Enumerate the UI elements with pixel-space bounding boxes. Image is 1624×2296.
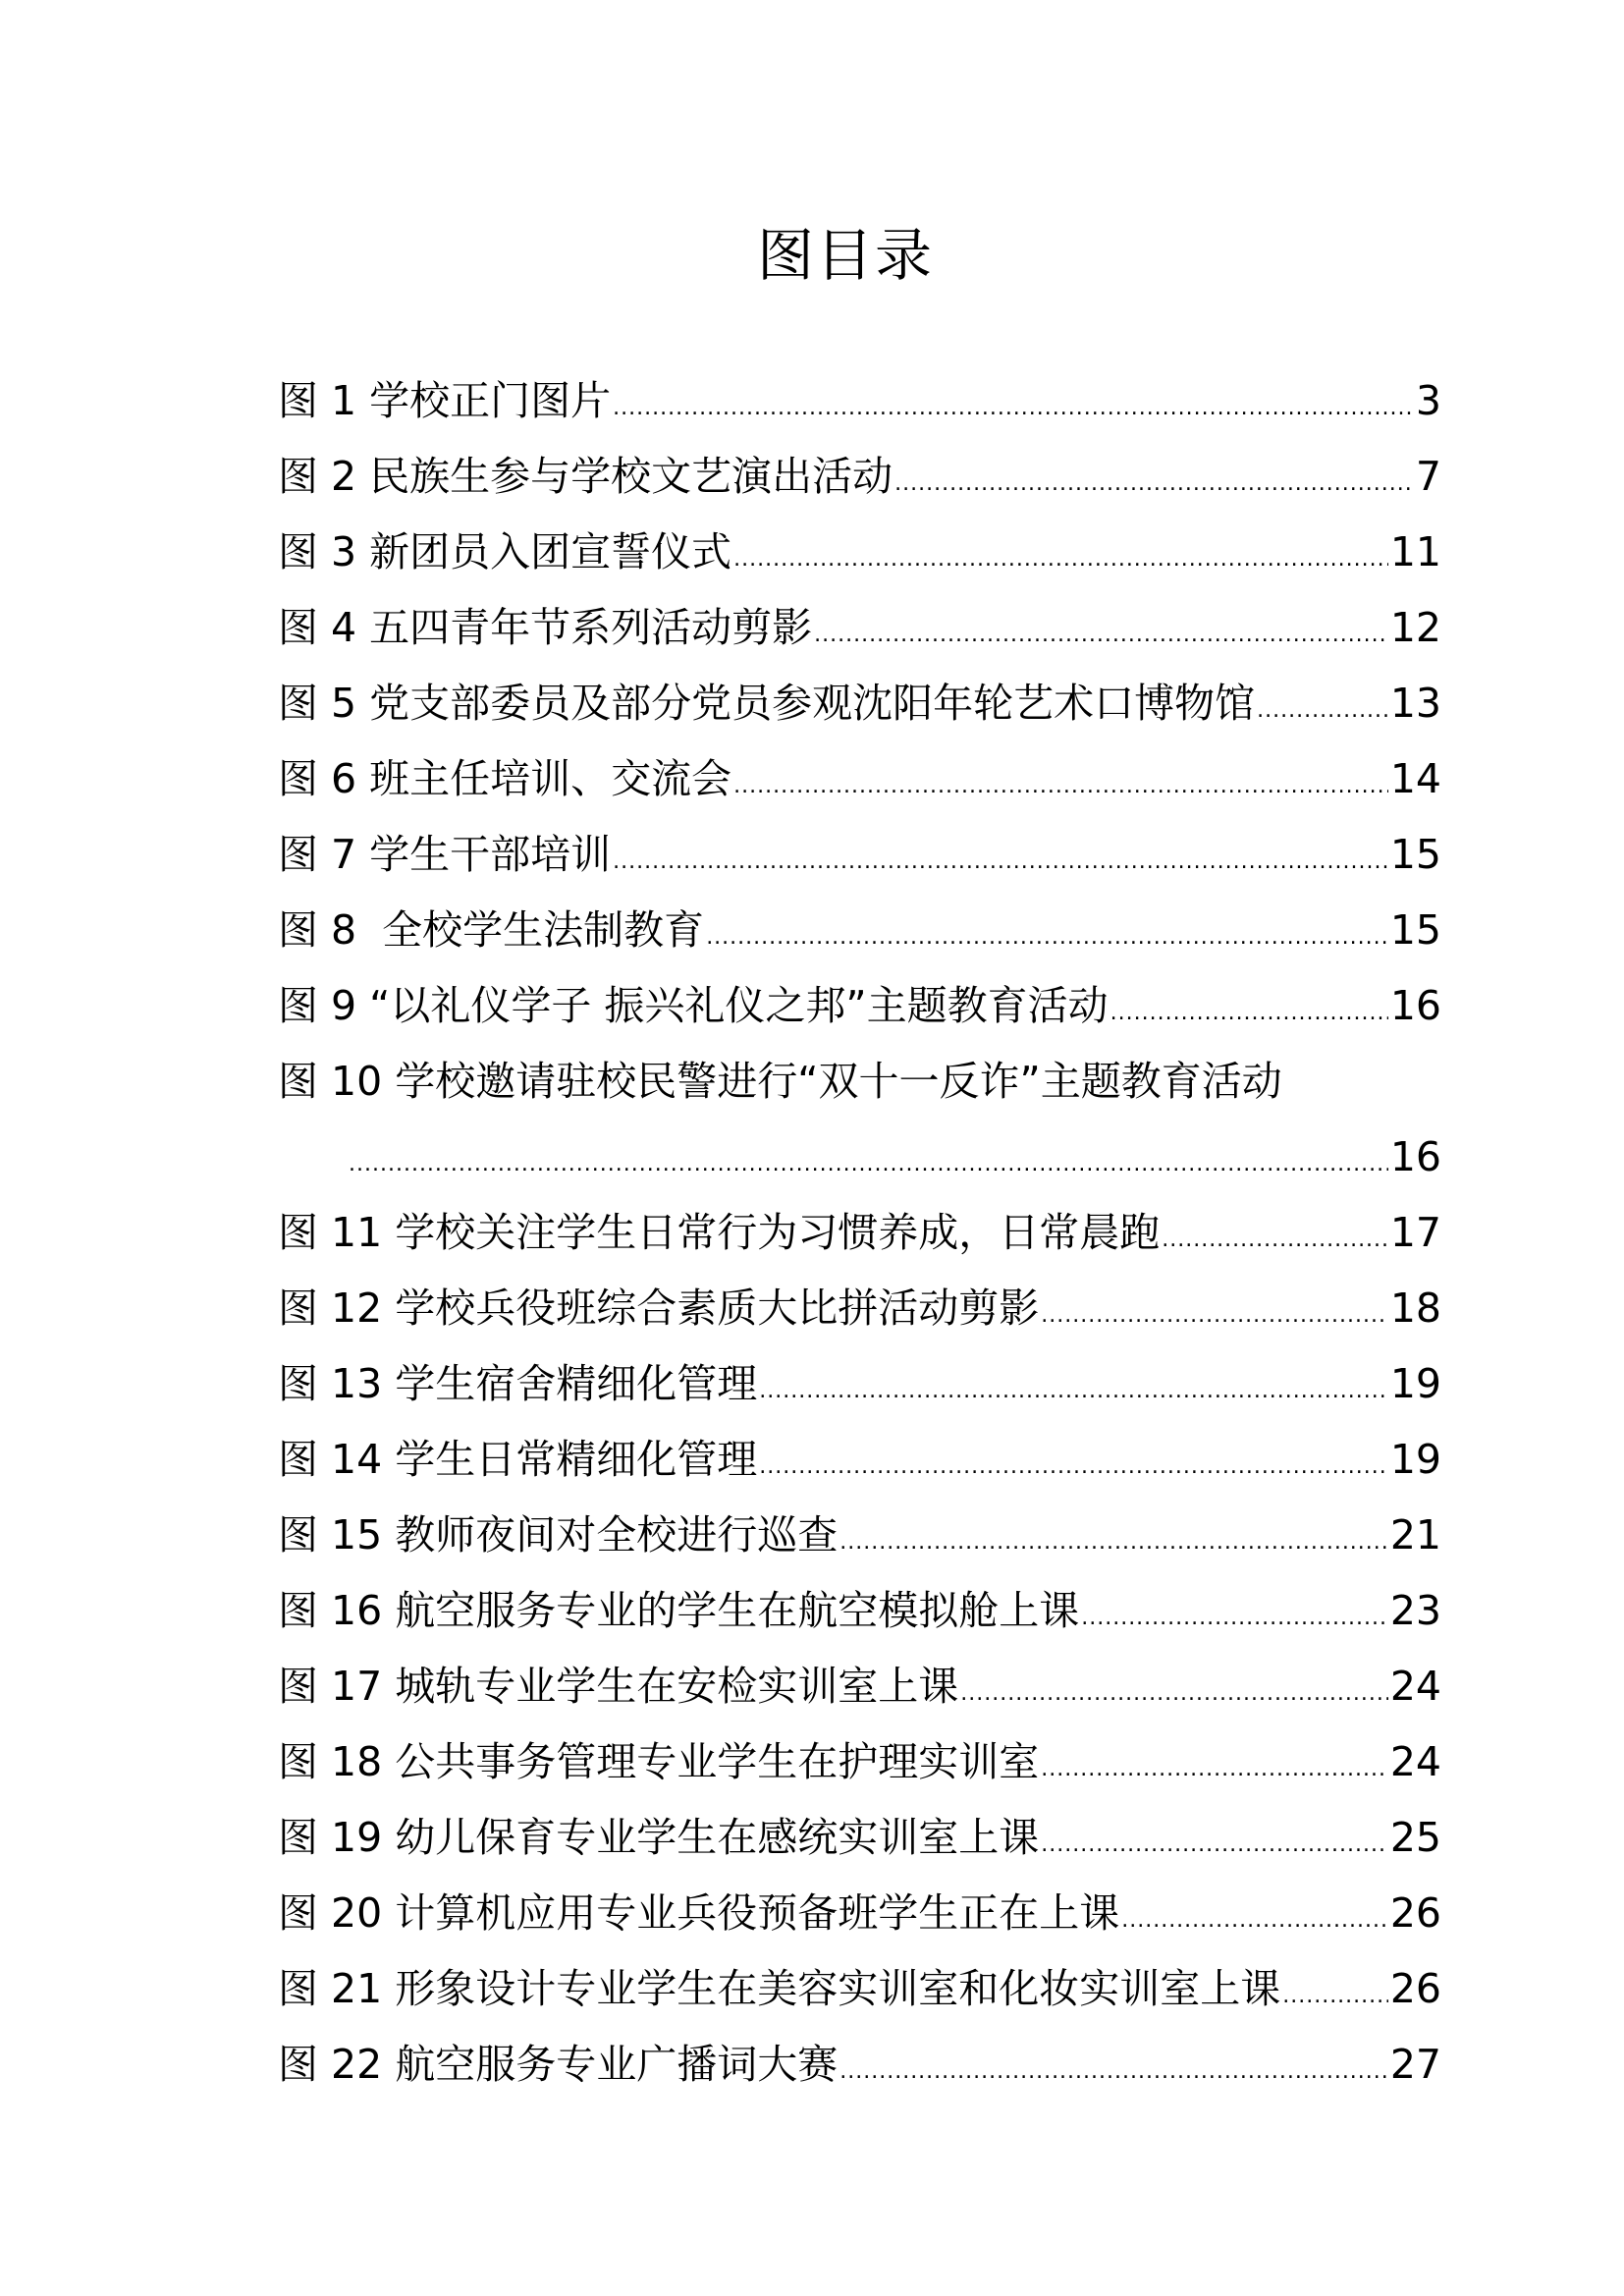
toc-entry-label: 图 21 形象设计专业学生在美容实训室和化妆实训室上课: [278, 1965, 1281, 2012]
toc-entry-label: 图 18 公共事务管理专业学生在护理实训室: [278, 1738, 1040, 1785]
toc-entry-page: 3: [1415, 377, 1441, 424]
toc-entry-label: 图 4 五四青年节系列活动剪影: [278, 604, 813, 651]
toc-entry[interactable]: [278, 741, 1441, 817]
toc-entry-label: 图 3 新团员入团宣誓仪式: [278, 528, 732, 575]
toc-entry[interactable]: [278, 1724, 1441, 1800]
toc-entry-label: 图 6 班主任培训、交流会: [278, 755, 732, 802]
toc-entry-page: 14: [1389, 755, 1441, 802]
toc-leader-dots: [839, 2034, 1388, 2109]
toc-leader-dots: [613, 370, 1414, 446]
toc-entry[interactable]: [278, 439, 1441, 515]
toc-leader-dots: [759, 1429, 1388, 1504]
toc-entry[interactable]: [278, 1422, 1441, 1498]
toc-entry-page: 15: [1389, 831, 1441, 878]
toc-entry[interactable]: [278, 817, 1441, 893]
toc-entry-label: 图 16 航空服务专业的学生在航空模拟舱上课: [278, 1587, 1080, 1634]
toc-entry[interactable]: [278, 1800, 1441, 1876]
toc-entry[interactable]: [278, 1876, 1441, 1951]
toc-entry[interactable]: [278, 590, 1441, 666]
toc-entry-label: 图 9 “以礼仪学子 振兴礼仪之邦”主题教育活动: [278, 982, 1109, 1029]
toc-entry-page: 16: [1389, 982, 1441, 1029]
toc-entry-page: 26: [1389, 1889, 1441, 1937]
toc-leader-dots: [1041, 1807, 1388, 1883]
toc-leader-dots: [1162, 1202, 1388, 1278]
toc-entry-page: 15: [1389, 906, 1441, 954]
toc-leader-dots: [706, 900, 1388, 975]
toc-entry-label: 图 15 教师夜间对全校进行巡查: [278, 1511, 839, 1558]
toc-leader-dots: [1110, 975, 1388, 1051]
page-title: 图目录: [756, 222, 934, 289]
toc-entry-page: 24: [1389, 1663, 1441, 1710]
toc-entry-label: 图 11 学校关注学生日常行为习惯养成，日常晨跑: [278, 1209, 1161, 1256]
toc-entry-label: 图 12 学校兵役班综合素质大比拼活动剪影: [278, 1285, 1040, 1332]
toc-entry[interactable]: [278, 1573, 1441, 1649]
toc-entry-label: 图 5 党支部委员及部分党员参观沈阳年轮艺术口博物馆: [278, 680, 1256, 727]
toc-leader-dots: [1257, 673, 1388, 748]
toc-entry-page: 12: [1389, 604, 1441, 651]
toc-entry-page: 23: [1389, 1587, 1441, 1634]
toc-entry[interactable]: [278, 2027, 1441, 2103]
toc-leader-dots: [894, 446, 1414, 521]
toc-entry[interactable]: [278, 1346, 1441, 1422]
toc-entry[interactable]: [278, 515, 1441, 590]
toc-entry[interactable]: [278, 1649, 1441, 1724]
toc-leader-dots: [1282, 1958, 1388, 2034]
toc-entry-page: 25: [1389, 1814, 1441, 1861]
toc-leader-dots: [839, 1504, 1388, 1580]
toc-entry-page: 24: [1389, 1738, 1441, 1785]
toc-entry-page: 26: [1389, 1965, 1441, 2012]
toc-entry-label: 图 8 全校学生法制教育: [278, 906, 705, 954]
toc-entry[interactable]: [278, 1271, 1441, 1346]
toc-entry[interactable]: [278, 363, 1441, 439]
toc-entry-page: 13: [1389, 680, 1441, 727]
toc-entry-continuation[interactable]: [278, 1120, 1441, 1195]
toc-entry-label: 图 10 学校邀请驻校民警进行“双十一反诈”主题教育活动: [278, 1058, 1282, 1105]
toc-entry-label: 图 2 民族生参与学校文艺演出活动: [278, 453, 893, 500]
toc-entry-label: 图 1 学校正门图片: [278, 377, 612, 424]
toc-entry-label: 图 14 学生日常精细化管理: [278, 1436, 758, 1483]
toc-entry[interactable]: [278, 1498, 1441, 1573]
toc-leader-dots: [733, 521, 1388, 597]
toc-entry-page: 19: [1389, 1436, 1441, 1483]
toc-entry-page: 7: [1415, 453, 1441, 500]
toc-entry-label: 图 22 航空服务专业广播词大赛: [278, 2041, 839, 2088]
toc-leader-dots: [960, 1656, 1388, 1731]
toc-entry-page: 16: [1389, 1133, 1441, 1180]
toc-leader-dots: [1121, 1883, 1388, 1958]
toc-entry[interactable]: [278, 1951, 1441, 2027]
toc-entry-page: 18: [1389, 1285, 1441, 1332]
toc-entry-label: 图 20 计算机应用专业兵役预备班学生正在上课: [278, 1889, 1120, 1937]
toc-entry-label: 图 13 学生宿舍精细化管理: [278, 1360, 758, 1407]
toc-leader-dots: [814, 597, 1388, 673]
figure-toc: [278, 363, 1441, 2103]
toc-entry-label: 图 17 城轨专业学生在安检实训室上课: [278, 1663, 959, 1710]
toc-entry[interactable]: [278, 666, 1441, 741]
toc-leader-dots: [759, 1353, 1388, 1429]
toc-entry-label: 图 19 幼儿保育专业学生在感统实训室上课: [278, 1814, 1040, 1861]
toc-entry-label: 图 7 学生干部培训: [278, 831, 612, 878]
toc-entry[interactable]: [278, 1195, 1441, 1271]
toc-leader-dots: [1041, 1278, 1388, 1353]
toc-entry-page: 21: [1389, 1511, 1441, 1558]
toc-entry[interactable]: [278, 1044, 1441, 1120]
toc-leader-dots: [733, 748, 1388, 824]
toc-entry[interactable]: [278, 968, 1441, 1044]
toc-leader-dots: [1041, 1731, 1388, 1807]
toc-entry-page: 11: [1389, 528, 1441, 575]
toc-leader-dots: [613, 824, 1388, 900]
toc-entry[interactable]: [278, 893, 1441, 968]
toc-leader-dots: [349, 1126, 1388, 1202]
toc-entry-page: 27: [1389, 2041, 1441, 2088]
toc-leader-dots: [1081, 1580, 1388, 1656]
toc-entry-page: 17: [1389, 1209, 1441, 1256]
toc-entry-page: 19: [1389, 1360, 1441, 1407]
